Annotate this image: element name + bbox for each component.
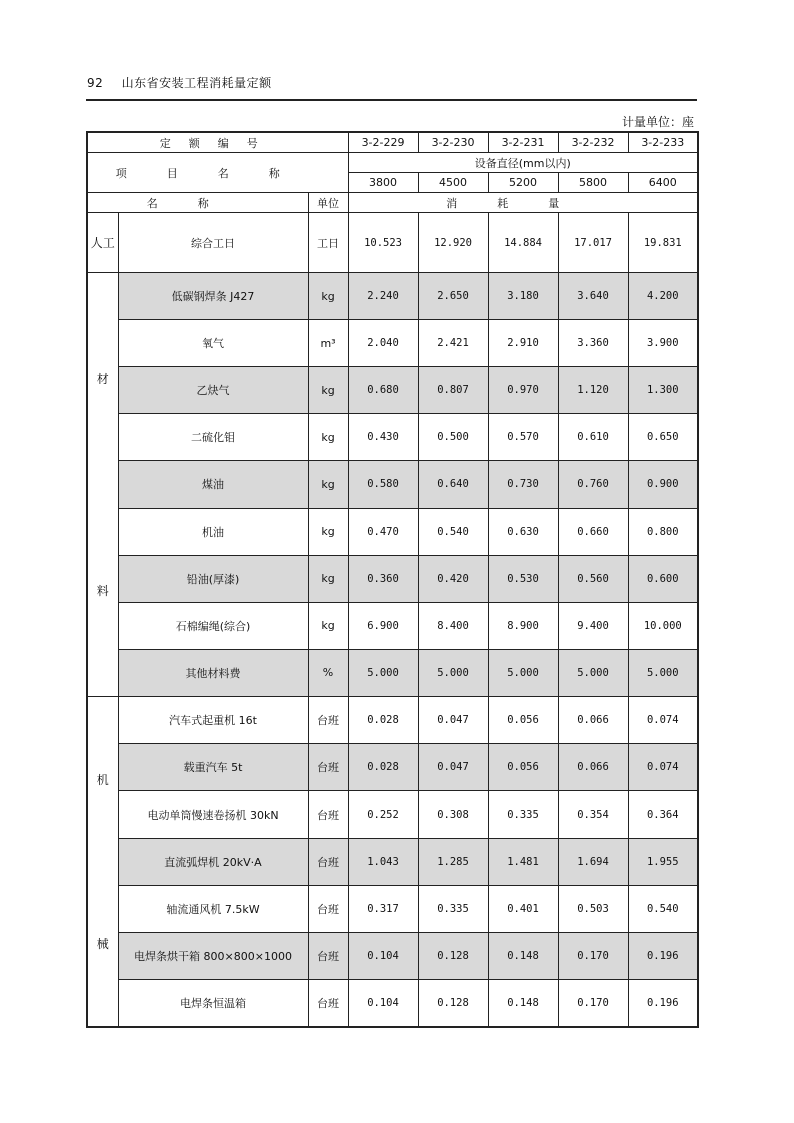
item-name: 载重汽车 5t	[118, 744, 308, 791]
item-unit: kg	[308, 555, 348, 602]
page-number: 92	[87, 76, 104, 90]
table-row	[87, 744, 698, 791]
table-row	[87, 320, 698, 367]
item-value: 9.400	[558, 602, 628, 649]
item-value: 0.600	[628, 555, 698, 602]
item-value: 2.421	[418, 320, 488, 367]
item-value: 0.170	[558, 980, 628, 1027]
item-value: 2.240	[348, 273, 418, 320]
item-value: 5.000	[558, 649, 628, 696]
item-name: 电动单筒慢速卷扬机 30kN	[118, 791, 308, 838]
item-unit: 台班	[308, 838, 348, 885]
table-row	[87, 213, 698, 273]
item-value: 0.335	[488, 791, 558, 838]
item-value: 17.017	[558, 213, 628, 273]
item-value: 0.047	[418, 697, 488, 744]
category-cell	[87, 697, 118, 1028]
item-value: 0.170	[558, 933, 628, 980]
item-value: 0.560	[558, 555, 628, 602]
table-row	[87, 697, 698, 744]
item-value: 5.000	[488, 649, 558, 696]
item-name: 汽车式起重机 16t	[118, 697, 308, 744]
item-value: 0.196	[628, 980, 698, 1027]
diameter-value: 6400	[628, 173, 698, 193]
item-value: 0.650	[628, 414, 698, 461]
item-name: 直流弧焊机 20kV·A	[118, 838, 308, 885]
quota-code: 3-2-230	[418, 132, 488, 153]
item-unit: 台班	[308, 744, 348, 791]
item-unit: 台班	[308, 980, 348, 1027]
item-unit: kg	[308, 508, 348, 555]
item-value: 0.800	[628, 508, 698, 555]
table-row	[87, 980, 698, 1027]
item-value: 0.074	[628, 697, 698, 744]
item-name: 铅油(厚漆)	[118, 555, 308, 602]
item-value: 1.694	[558, 838, 628, 885]
col-name-label: 名称	[87, 193, 308, 213]
item-value: 1.300	[628, 367, 698, 414]
category-label: 材	[96, 372, 109, 387]
diameter-value: 5200	[488, 173, 558, 193]
item-value: 1.285	[418, 838, 488, 885]
item-value: 0.364	[628, 791, 698, 838]
table-row	[87, 508, 698, 555]
table-row	[87, 367, 698, 414]
item-name: 低碳钢焊条 J427	[118, 273, 308, 320]
item-name: 氧气	[118, 320, 308, 367]
item-unit: %	[308, 649, 348, 696]
table-row	[87, 791, 698, 838]
item-name: 其他材料费	[118, 649, 308, 696]
item-value: 3.180	[488, 273, 558, 320]
table-row	[87, 885, 698, 932]
item-value: 0.028	[348, 697, 418, 744]
item-value: 5.000	[418, 649, 488, 696]
item-value: 0.970	[488, 367, 558, 414]
category-label: 料	[96, 583, 109, 598]
item-name: 乙炔气	[118, 367, 308, 414]
item-unit: kg	[308, 367, 348, 414]
item-value: 0.252	[348, 791, 418, 838]
item-value: 0.580	[348, 461, 418, 508]
item-value: 0.730	[488, 461, 558, 508]
item-unit: 台班	[308, 933, 348, 980]
page-header	[87, 74, 272, 91]
item-value: 1.481	[488, 838, 558, 885]
param-label: 设备直径(mm以内)	[348, 153, 698, 173]
table-row	[87, 555, 698, 602]
item-name: 综合工日	[118, 213, 308, 273]
item-value: 0.660	[558, 508, 628, 555]
item-name-label: 项目名称	[87, 153, 348, 193]
item-value: 0.056	[488, 697, 558, 744]
col-unit-label: 单位	[308, 193, 348, 213]
item-value: 0.570	[488, 414, 558, 461]
quota-code: 3-2-229	[348, 132, 418, 153]
item-value: 0.128	[418, 933, 488, 980]
item-value: 1.043	[348, 838, 418, 885]
item-value: 3.360	[558, 320, 628, 367]
item-name: 电焊条恒温箱	[118, 980, 308, 1027]
item-value: 0.760	[558, 461, 628, 508]
unit-note: 计量单位：座	[621, 115, 694, 129]
category-label: 机	[96, 772, 109, 787]
category-cell	[87, 213, 118, 273]
item-unit: kg	[308, 414, 348, 461]
item-name: 煤油	[118, 461, 308, 508]
item-value: 0.503	[558, 885, 628, 932]
item-value: 0.056	[488, 744, 558, 791]
item-value: 10.000	[628, 602, 698, 649]
item-value: 5.000	[628, 649, 698, 696]
item-value: 0.500	[418, 414, 488, 461]
item-value: 5.000	[348, 649, 418, 696]
item-value: 0.148	[488, 980, 558, 1027]
item-value: 0.680	[348, 367, 418, 414]
quota-code: 3-2-232	[558, 132, 628, 153]
quota-label: 定额编号	[87, 132, 348, 153]
item-value: 0.430	[348, 414, 418, 461]
item-name: 石棉编绳(综合)	[118, 602, 308, 649]
item-value: 0.630	[488, 508, 558, 555]
diameter-value: 5800	[558, 173, 628, 193]
category-label: 人工	[90, 236, 115, 250]
item-value: 0.308	[418, 791, 488, 838]
item-value: 8.900	[488, 602, 558, 649]
item-value: 4.200	[628, 273, 698, 320]
item-value: 12.920	[418, 213, 488, 273]
item-unit: 台班	[308, 697, 348, 744]
item-unit: 台班	[308, 791, 348, 838]
item-value: 0.066	[558, 744, 628, 791]
col-consume-label: 消耗量	[348, 193, 698, 213]
item-unit: m³	[308, 320, 348, 367]
item-name: 电焊条烘干箱 800×800×1000	[118, 933, 308, 980]
item-value: 0.640	[418, 461, 488, 508]
item-value: 0.470	[348, 508, 418, 555]
item-value: 0.317	[348, 885, 418, 932]
item-unit: kg	[308, 461, 348, 508]
item-value: 0.354	[558, 791, 628, 838]
table-row	[87, 838, 698, 885]
item-unit: kg	[308, 273, 348, 320]
table-row	[87, 273, 698, 320]
item-value: 0.104	[348, 933, 418, 980]
item-name: 轴流通风机 7.5kW	[118, 885, 308, 932]
book-title: 山东省安装工程消耗量定额	[121, 76, 272, 90]
item-value: 19.831	[628, 213, 698, 273]
quota-code: 3-2-231	[488, 132, 558, 153]
item-value: 0.401	[488, 885, 558, 932]
item-value: 0.420	[418, 555, 488, 602]
item-value: 0.047	[418, 744, 488, 791]
category-cell	[87, 273, 118, 697]
item-value: 0.610	[558, 414, 628, 461]
diameter-value: 3800	[348, 173, 418, 193]
item-value: 0.104	[348, 980, 418, 1027]
category-label: 械	[96, 937, 109, 952]
item-name: 机油	[118, 508, 308, 555]
item-value: 0.900	[628, 461, 698, 508]
header-rule	[86, 99, 697, 101]
diameter-value: 4500	[418, 173, 488, 193]
item-value: 2.040	[348, 320, 418, 367]
item-value: 2.910	[488, 320, 558, 367]
item-value: 0.196	[628, 933, 698, 980]
item-value: 0.148	[488, 933, 558, 980]
item-value: 3.640	[558, 273, 628, 320]
item-value: 0.540	[628, 885, 698, 932]
item-value: 14.884	[488, 213, 558, 273]
item-value: 0.530	[488, 555, 558, 602]
item-value: 0.074	[628, 744, 698, 791]
item-value: 1.120	[558, 367, 628, 414]
item-name: 二硫化钼	[118, 414, 308, 461]
item-value: 0.807	[418, 367, 488, 414]
item-value: 0.028	[348, 744, 418, 791]
table-row	[87, 602, 698, 649]
item-value: 0.066	[558, 697, 628, 744]
item-unit: 工日	[308, 213, 348, 273]
item-value: 0.335	[418, 885, 488, 932]
item-unit: kg	[308, 602, 348, 649]
item-value: 0.128	[418, 980, 488, 1027]
item-value: 0.360	[348, 555, 418, 602]
item-value: 1.955	[628, 838, 698, 885]
item-value: 10.523	[348, 213, 418, 273]
item-value: 2.650	[418, 273, 488, 320]
item-value: 3.900	[628, 320, 698, 367]
item-value: 8.400	[418, 602, 488, 649]
item-value: 6.900	[348, 602, 418, 649]
table-row	[87, 414, 698, 461]
item-value: 0.540	[418, 508, 488, 555]
quota-table	[86, 131, 699, 1028]
table-row	[87, 461, 698, 508]
table-row	[87, 933, 698, 980]
item-unit: 台班	[308, 885, 348, 932]
table-row	[87, 649, 698, 696]
quota-code: 3-2-233	[628, 132, 698, 153]
